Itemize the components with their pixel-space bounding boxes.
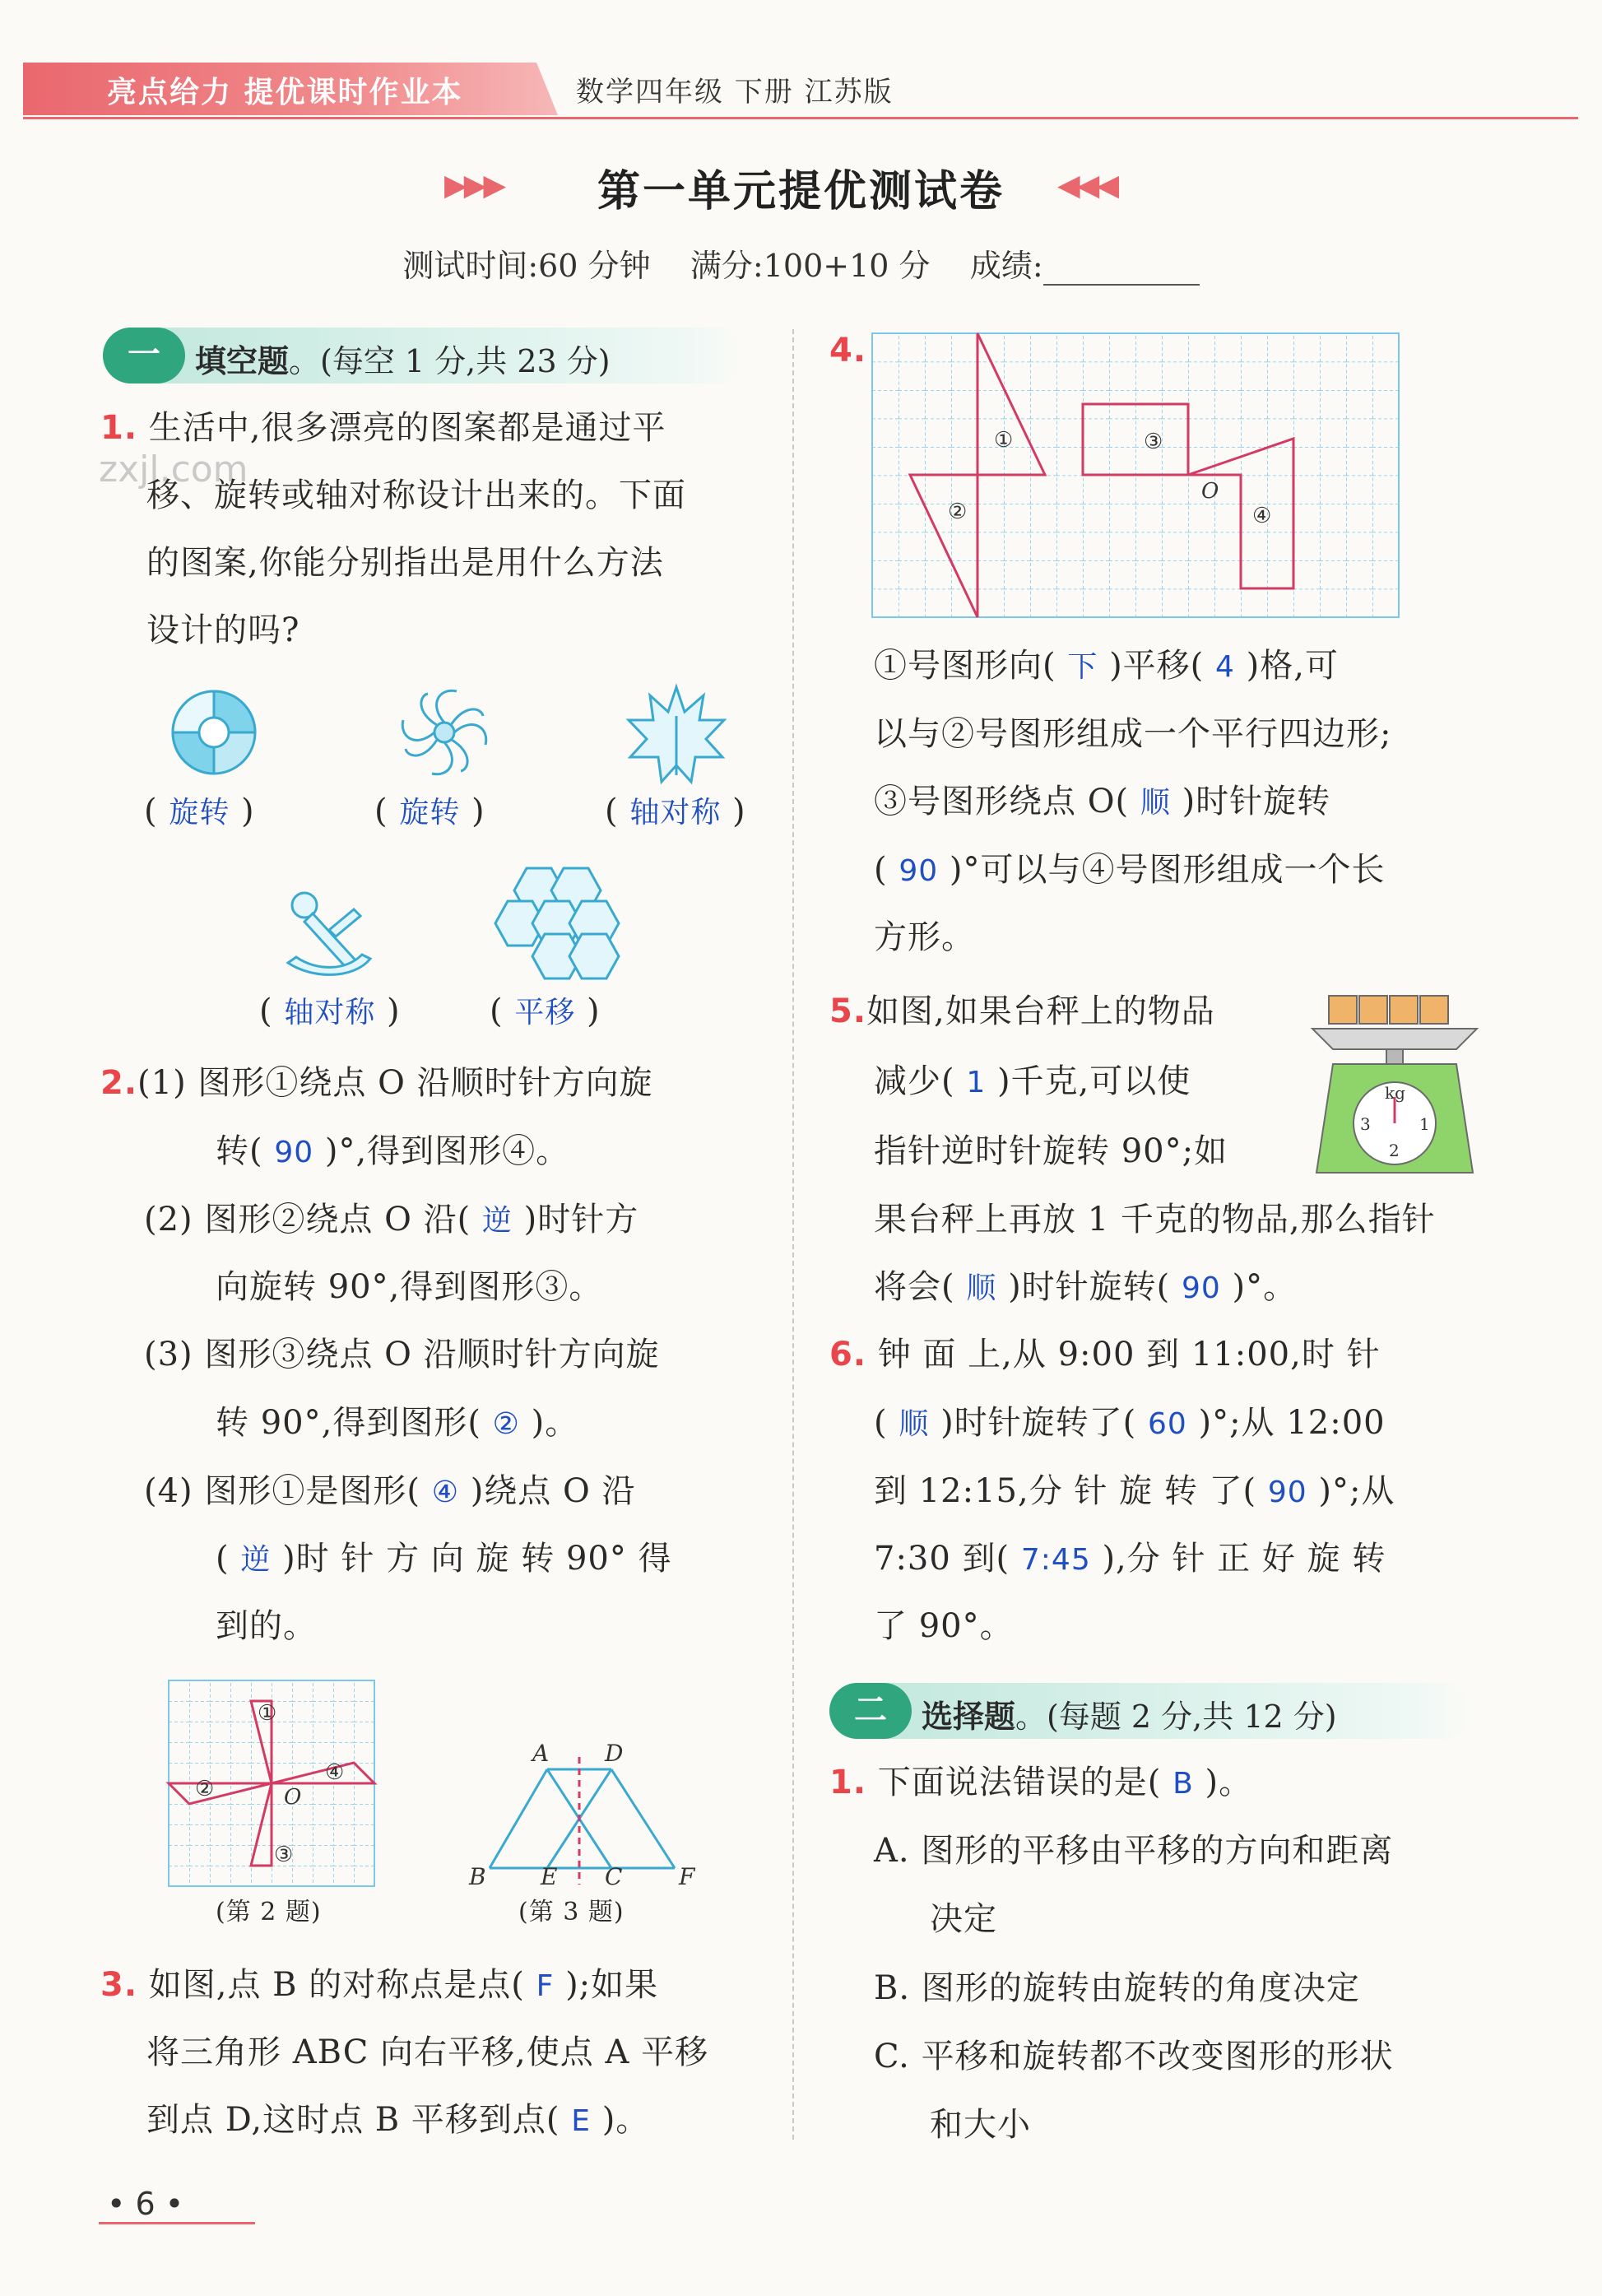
page-title: 第一单元提优测试卷	[597, 167, 1005, 216]
q3-line-1: 3. 如图,点 B 的对称点是点( F );如果	[100, 1966, 659, 2004]
swirl-pattern-icon	[391, 679, 498, 786]
section-badge: 一	[103, 328, 185, 383]
q2-figure-caption: (第 2 题)	[216, 1898, 322, 1927]
fig3-label-e: E	[541, 1863, 558, 1890]
q1-line-3: 的图案,你能分别指出是用什么方法	[146, 544, 664, 582]
scale-tick-3: 3	[1360, 1114, 1371, 1134]
q1-answer-1: ( 旋转 )	[144, 792, 255, 830]
section-note: 。(每空 1 分,共 23 分)	[289, 343, 611, 379]
q6-line-1: 6. 钟 面 上,从 9:00 到 11:00,时 针	[829, 1336, 1381, 1373]
q2-line-5: (3) 图形③绕点 O 沿顺时针方向旋	[144, 1336, 660, 1373]
q1-line-1: 1. 生活中,很多漂亮的图案都是通过平	[100, 409, 666, 447]
q1-number: 1.	[100, 409, 138, 447]
q3-number: 3.	[100, 1966, 138, 2004]
q2-line-7: (4) 图形①是图形( ④ )绕点 O 沿	[144, 1472, 636, 1510]
q4-line-2: 以与②号图形组成一个平行四边形;	[874, 715, 1392, 753]
q2-line-9: 到的。	[216, 1607, 317, 1645]
header-rule	[23, 117, 1578, 119]
q6-number: 6.	[829, 1336, 867, 1373]
kitchen-scale-icon	[1308, 992, 1481, 1177]
column-divider	[792, 329, 794, 2140]
fig2-label-4: ④	[325, 1760, 345, 1785]
q1-answer-3: ( 轴对称 )	[605, 792, 746, 830]
q6-line-4: 7:30 到( 7:45 ),分 针 正 好 旋 转	[874, 1540, 1386, 1578]
page-number: • 6 •	[107, 2186, 184, 2222]
test-time: 测试时间:60 分钟	[402, 248, 651, 284]
header-course: 数学四年级 下册 江苏版	[576, 76, 894, 109]
fig4-point-o: O	[1201, 479, 1219, 504]
q4-line-1: ①号图形向( 下 )平移( 4 )格,可	[874, 647, 1339, 685]
q4-line-3: ③号图形绕点 O( 顺 )时针旋转	[874, 783, 1331, 820]
star-leaf-pattern-icon	[625, 683, 728, 786]
scale-tick-1: 1	[1419, 1114, 1430, 1134]
fig2-label-3: ③	[274, 1843, 294, 1867]
fig4-label-4: ④	[1252, 504, 1272, 528]
q2-line-3: (2) 图形②绕点 O 沿( 逆 )时针方	[144, 1201, 639, 1239]
q2-line-4: 向旋转 90°,得到图形③。	[216, 1268, 603, 1306]
title-arrows-left-icon: ▶▶▶	[444, 169, 504, 202]
scale-unit-label: kg	[1385, 1083, 1405, 1103]
fig3-label-d: D	[605, 1740, 624, 1767]
q3-symmetry-figure	[465, 1720, 703, 1890]
q6-line-5: 了 90°。	[874, 1607, 1014, 1645]
q1-line-4: 设计的吗?	[146, 611, 300, 649]
q2-line-8: ( 逆 )时 针 方 向 旋 转 90° 得	[216, 1540, 672, 1578]
s2q1-option-a-cont: 决定	[930, 1900, 997, 1938]
fig2-label-2: ②	[195, 1777, 215, 1801]
s2q1-option-c-cont: 和大小	[930, 2106, 1031, 2144]
q4-grid-figure	[872, 333, 1399, 617]
q6-line-3: 到 12:15,分 针 旋 转 了( 90 )°;从	[874, 1472, 1395, 1510]
fig3-label-a: A	[532, 1740, 550, 1767]
honeycomb-pattern-icon	[494, 864, 634, 983]
section-note: 。(每题 2 分,共 12 分)	[1015, 1699, 1337, 1735]
watermark: zxjl.com	[99, 449, 248, 490]
section-name: 填空题	[195, 343, 290, 379]
q6-line-2: ( 顺 )时针旋转了( 60 )°;从 12:00	[874, 1404, 1386, 1442]
q4-line-5: 方形。	[874, 918, 975, 956]
s2q1-number: 1.	[829, 1764, 867, 1801]
s2q1-option-a[interactable]: A. 图形的平移由平移的方向和距离	[874, 1832, 1394, 1870]
q5-line-1: 5.如图,如果台秤上的物品	[829, 992, 1215, 1030]
pinwheel-pattern-icon	[160, 679, 267, 786]
header-brand: 亮点给力 提优课时作业本	[107, 76, 463, 109]
page-number-underline	[99, 2222, 255, 2227]
fig2-label-1: ①	[258, 1701, 277, 1726]
s2q1-option-c[interactable]: C. 平移和旋转都不改变图形的形状	[874, 2038, 1394, 2075]
q2-rotation-figure	[169, 1680, 374, 1886]
q3-line-3: 到点 D,这时点 B 平移到点( E )。	[146, 2101, 650, 2139]
q3-figure-caption: (第 3 题)	[518, 1898, 625, 1927]
section-choice-heading	[829, 1683, 1471, 1739]
test-meta	[0, 240, 1602, 286]
q5-line-4: 果台秤上再放 1 千克的物品,那么指针	[874, 1201, 1436, 1239]
q1-line-2: 移、旋转或轴对称设计出来的。下面	[146, 476, 686, 514]
s2q1-stem: 1. 下面说法错误的是( B )。	[829, 1764, 1253, 1801]
section-name: 选择题	[922, 1699, 1016, 1735]
test-score-label: 成绩:	[969, 248, 1043, 284]
scale-tick-2: 2	[1389, 1141, 1400, 1160]
section-fill-in-heading	[103, 328, 745, 383]
s2q1-option-b[interactable]: B. 图形的旋转由旋转的角度决定	[874, 1969, 1360, 2007]
fig4-label-1: ①	[994, 428, 1014, 453]
fig3-label-b: B	[469, 1863, 486, 1890]
q2-line-2: 转( 90 )°,得到图形④。	[216, 1132, 570, 1170]
score-blank[interactable]	[1043, 258, 1200, 286]
fig4-label-2: ②	[948, 500, 968, 524]
test-full-score: 满分:100+10 分	[690, 248, 931, 284]
fig3-label-c: C	[605, 1863, 623, 1890]
q5-line-3: 指针逆时针旋转 90°;如	[874, 1132, 1228, 1170]
q1-answer-2: ( 旋转 )	[374, 792, 485, 830]
q1-answer-4: ( 轴对称 )	[259, 992, 401, 1030]
q5-line-2: 减少( 1 )千克,可以使	[874, 1062, 1191, 1100]
q2-number: 2.	[100, 1064, 138, 1102]
anchor-pattern-icon	[280, 885, 378, 983]
q5-number: 5.	[829, 992, 867, 1030]
q4-number-line	[829, 331, 866, 370]
q2-line-1: 2.(1) 图形①绕点 O 沿顺时针方向旋	[100, 1064, 653, 1102]
fig4-label-3: ③	[1144, 430, 1163, 454]
q4-number: 4.	[829, 332, 867, 369]
q3-line-2: 将三角形 ABC 向右平移,使点 A 平移	[146, 2033, 709, 2071]
q2-line-6: 转 90°,得到图形( ② )。	[216, 1404, 579, 1442]
q1-answer-5: ( 平移 )	[490, 992, 601, 1030]
q4-line-4: ( 90 )°可以与④号图形组成一个长	[874, 851, 1386, 889]
fig2-point-o: O	[284, 1785, 302, 1810]
section-badge: 二	[829, 1683, 912, 1739]
q5-line-5: 将会( 顺 )时针旋转( 90 )°。	[874, 1268, 1298, 1306]
fig3-label-f: F	[679, 1863, 695, 1890]
title-arrows-right-icon: ◀◀◀	[1057, 169, 1117, 202]
